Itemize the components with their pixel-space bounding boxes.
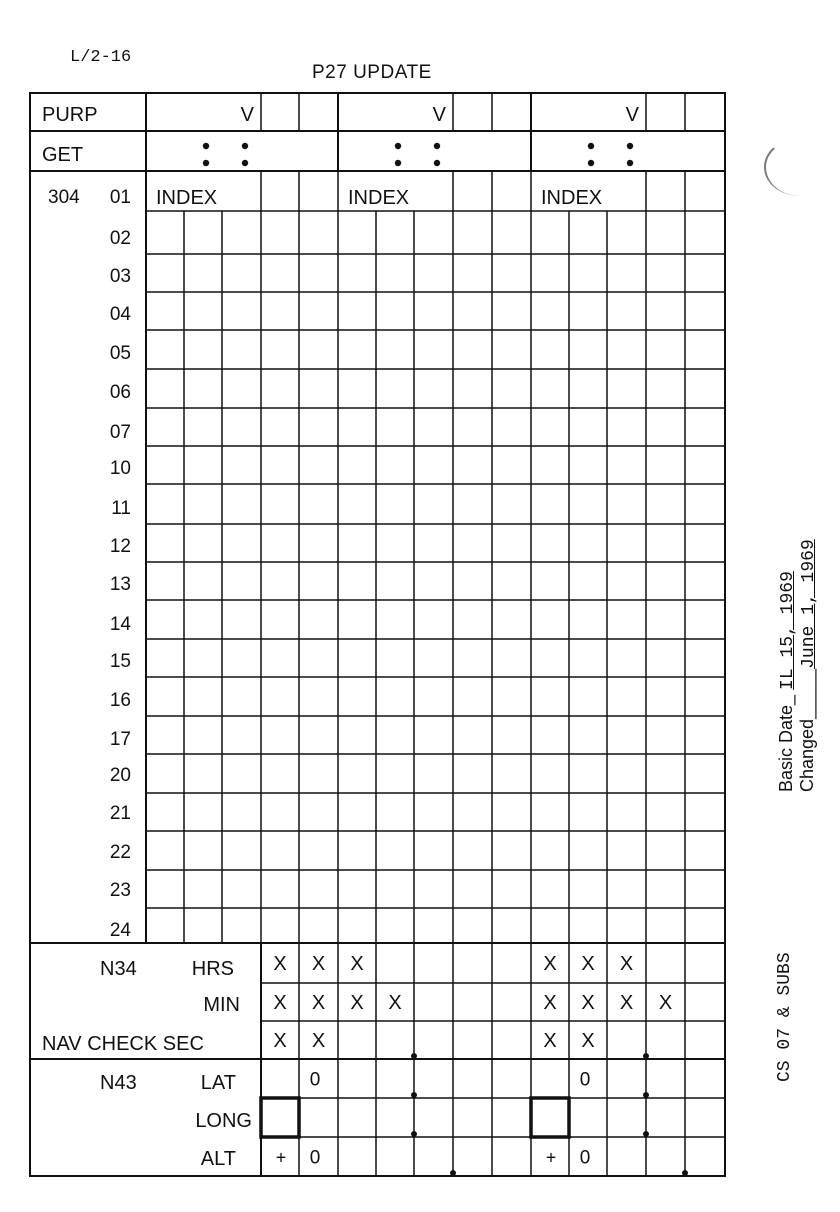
decimal-point-mark bbox=[411, 1092, 417, 1098]
register-number: 05 bbox=[109, 343, 131, 364]
form-title: P27 UPDATE bbox=[312, 62, 432, 83]
document-reference bbox=[775, 952, 795, 1082]
register-number: 22 bbox=[109, 842, 131, 863]
decimal-point-mark bbox=[411, 1053, 417, 1059]
register-number: 14 bbox=[109, 614, 131, 635]
min-label: MIN bbox=[203, 994, 240, 1016]
register-number: 06 bbox=[109, 382, 131, 403]
register-number: 24 bbox=[109, 920, 131, 941]
register-number: 17 bbox=[109, 729, 131, 750]
zero-mark: 0 bbox=[579, 1147, 591, 1169]
zero-mark: 0 bbox=[579, 1069, 591, 1091]
register-number: 15 bbox=[109, 651, 131, 672]
index-label: INDEX bbox=[156, 187, 218, 209]
page-identifier: L/2-16 bbox=[70, 48, 132, 67]
x-mark: X bbox=[388, 992, 402, 1014]
decimal-point-mark bbox=[411, 1131, 417, 1137]
binder-hole-mark bbox=[764, 138, 836, 196]
colon-mark-dot bbox=[627, 143, 633, 149]
colon-mark-dot bbox=[395, 143, 401, 149]
colon-mark-dot bbox=[203, 160, 209, 166]
register-number: 10 bbox=[109, 458, 131, 479]
plus-mark: + bbox=[275, 1147, 287, 1168]
n34-label: N34 bbox=[100, 958, 137, 980]
changed-date-value: June 1, 1969 bbox=[799, 539, 819, 669]
x-mark: X bbox=[619, 992, 634, 1014]
changed-date-line bbox=[797, 539, 819, 792]
decimal-point-mark bbox=[643, 1053, 649, 1059]
doc-ref-value: 07 & SUBS bbox=[775, 952, 795, 1050]
purp-label: PURP bbox=[42, 104, 98, 126]
register-number: 13 bbox=[109, 574, 131, 595]
zero-mark: 0 bbox=[309, 1069, 321, 1091]
lat-label: LAT bbox=[200, 1072, 236, 1094]
register-number: 16 bbox=[109, 690, 131, 711]
register-number: 11 bbox=[111, 498, 131, 519]
nav-check-sec-label: NAV CHECK SEC bbox=[42, 1033, 204, 1055]
long-sign-cell bbox=[261, 1098, 299, 1137]
colon-mark-dot bbox=[434, 160, 440, 166]
register-number: 23 bbox=[109, 880, 131, 901]
v-mark: V bbox=[240, 104, 254, 126]
x-mark: X bbox=[311, 992, 326, 1014]
colon-mark-dot bbox=[395, 160, 401, 166]
changed-date-label: Changed_____ bbox=[797, 668, 817, 792]
register-number: 12 bbox=[109, 536, 131, 557]
register-number: 20 bbox=[109, 765, 131, 786]
x-mark: X bbox=[311, 1030, 326, 1052]
n43-label: N43 bbox=[100, 1072, 137, 1094]
colon-mark-dot bbox=[627, 160, 633, 166]
x-mark: X bbox=[581, 953, 595, 975]
colon-mark-dot bbox=[588, 143, 594, 149]
x-mark: X bbox=[273, 1030, 287, 1052]
basic-date-label: Basic Date_ bbox=[776, 689, 796, 792]
x-mark: X bbox=[581, 1030, 595, 1052]
long-label: LONG bbox=[195, 1110, 252, 1132]
decimal-point-mark bbox=[643, 1092, 649, 1098]
x-mark: X bbox=[273, 992, 287, 1014]
colon-mark-dot bbox=[434, 143, 440, 149]
alt-label: ALT bbox=[200, 1148, 236, 1170]
index-label: INDEX bbox=[541, 187, 603, 209]
register-number: 04 bbox=[109, 304, 131, 325]
colon-mark-dot bbox=[242, 160, 248, 166]
register-number: 01 bbox=[109, 187, 131, 208]
doc-ref-prefix: CS bbox=[775, 1049, 795, 1082]
v-mark: V bbox=[625, 104, 639, 126]
x-mark: X bbox=[311, 953, 326, 975]
basic-date-value: IL 15, 1969 bbox=[778, 571, 798, 690]
x-mark: X bbox=[581, 992, 595, 1014]
v-mark: V bbox=[432, 104, 446, 126]
colon-mark-dot bbox=[242, 143, 248, 149]
register-number: 07 bbox=[109, 422, 131, 443]
colon-mark-dot bbox=[203, 143, 209, 149]
decimal-point-mark bbox=[450, 1170, 456, 1176]
x-mark: X bbox=[273, 953, 287, 975]
decimal-point-mark bbox=[643, 1131, 649, 1137]
decimal-point-mark bbox=[682, 1170, 688, 1176]
x-mark: X bbox=[543, 992, 557, 1014]
basic-date-line bbox=[776, 571, 798, 792]
x-mark: X bbox=[350, 992, 364, 1014]
x-mark: X bbox=[658, 992, 673, 1014]
long-sign-cell bbox=[531, 1098, 569, 1137]
x-mark: X bbox=[543, 1030, 557, 1052]
index-label: INDEX bbox=[348, 187, 410, 209]
colon-mark-dot bbox=[588, 160, 594, 166]
hrs-label: HRS bbox=[191, 958, 234, 980]
register-number: 03 bbox=[109, 266, 131, 287]
get-label: GET bbox=[42, 144, 84, 166]
zero-mark: 0 bbox=[309, 1147, 321, 1169]
register-prefix: 304 bbox=[48, 187, 80, 208]
x-mark: X bbox=[350, 953, 364, 975]
register-number: 21 bbox=[109, 803, 131, 824]
register-number: 02 bbox=[109, 228, 131, 249]
x-mark: X bbox=[543, 953, 557, 975]
x-mark: X bbox=[619, 953, 634, 975]
plus-mark: + bbox=[545, 1147, 557, 1168]
